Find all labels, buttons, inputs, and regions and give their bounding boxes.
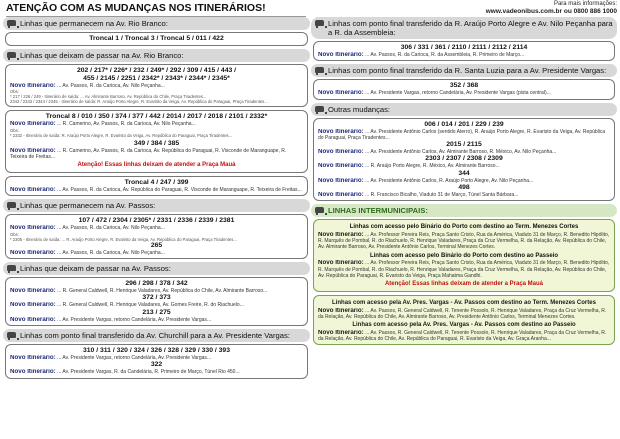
route-box (313, 41, 615, 61)
route-box (5, 176, 308, 196)
route-box (5, 64, 308, 107)
bus-lines: 296 / 298 / 378 / 342 (125, 280, 188, 288)
section-header-santa-luzia: Linhas com ponto final transferido da R. Santa Luzia para a Av. Presidente Vargas: (311, 64, 617, 77)
obs-note: * 217 / 226 / 249 - Itinerário de saída: ... Av. Almirante Barroso, Av. República do Chile, Praça Tiradentes... (10, 94, 207, 100)
section-header-rio-branco-deixam: Linhas que deixam de passar na Av. Rio Branco: (3, 49, 310, 62)
bus-lines: 202 / 217* / 226* / 232 / 249* / 292 / 309 / 415 / 443 / (76, 67, 237, 74)
new-route: Novo Itinerário: ... Av. Passos, R. da Carioca, Av. República do Paraguai, R. Visconde de Maranguape, R. Teixeira de Freitas... (10, 187, 302, 194)
route-box (5, 277, 308, 326)
left-column (3, 17, 310, 382)
bus-lines: 322 (150, 361, 163, 369)
bus-icon (315, 67, 324, 75)
obs-label: Obs: (10, 231, 19, 237)
new-route: Novo Itinerário: ... Av. Professor Pereira Reis, Praça Santo Cristo, Rua da América, Viaduto 31 de Março, R. Benedito Hipólito, R. Marquês de Pombal, R. do Riachuelo, R. Henrique Valadares, Praça da Cruz Vermelha, R. da Relação, Av. República do Chile, Av. República do Paraguai, R. Evaristo da Veiga, Praça Mahatma Gandhi. (318, 260, 610, 279)
obs-note: * 2332 - Itinerário de saída: R. Araújo Porto Alegre, R. Evaristo da Veiga, Av. República do Paraguai, Praça Tiradentes... (10, 132, 233, 138)
bus-lines: Troncal 4 / 247 / 399 (124, 179, 189, 187)
section-header-passos-permanece: Linhas que permanecem na Av. Passos: (3, 199, 310, 212)
info-line: Para mais informações: (553, 1, 617, 7)
new-route: Novo Itinerário: ... Av. Presidente Antônio Carlos, R. Araújo Porto Alegre, Av. Nilo Peçanha... (318, 177, 534, 184)
bus-icon (7, 202, 16, 210)
bus-lines: 455 / 2145 / 2251 / 2342* / 2343* / 2344* / 2345* (83, 75, 230, 82)
right-column (311, 17, 617, 348)
bus-lines: 349 / 384 / 385 (133, 139, 180, 147)
bus-icon (315, 207, 324, 215)
bus-icon (7, 52, 16, 60)
obs-note: * 2305 - Itinerário de saída: ... R. Araújo Porto Alegre, R. Evaristo da Veiga, Av. República do Paraguai, Praça Tiradentes... (10, 236, 237, 242)
route-box (313, 118, 615, 202)
section-header-intermunicipais: LINHAS INTERMUNICIPAIS: (311, 204, 617, 217)
bus-lines: 2303 / 2307 / 2308 / 2309 (425, 155, 503, 163)
obs-label: Obs: (10, 89, 19, 95)
intermunicipal-box (313, 295, 615, 345)
new-route: Novo Itinerário: ... R. General Caldwell, R. Henrique Valadares, Av. República do Chile, Av. Almirante Barroso... (10, 288, 268, 295)
route-box (313, 79, 615, 99)
group-title: Linhas com acesso pela Av. Pres. Vargas - Av. Passos com destino ao Term. Menezes Cortes (332, 300, 596, 307)
route-box (5, 344, 308, 379)
bus-lines: 2015 / 2115 (446, 141, 482, 149)
new-route: Novo Itinerário: ... Av. Passos, R. General Caldwell, R. Tenente Possolo, R. Henrique Valadares, Praça da Cruz Vermelha, R. da Relação, Av. República do Chile, Av. República do Paraguai, R. Evaristo da Veiga, Av. Graça Aranha... (318, 329, 607, 343)
new-route: Novo Itinerário: ... Av. Passos, R. General Caldwell, R. Tenente Possolo, R. Henrique Valadares, Praça da Cruz Vermelha, R. da Relação, Av. República do Chile, Av. Almirante Barroso, Av. Presidente Antônio Carlos, Terminal Menezes Cortes. (318, 307, 607, 320)
bus-icon (7, 20, 16, 28)
bus-lines: 107 / 472 / 2304 / 2305* / 2331 / 2336 / 2339 / 2381 (78, 217, 235, 225)
new-route: Novo Itinerário: ... Av. Presidente Vargas, retorno Candelária, Av. Presidente Vargas (pista central)... (318, 90, 551, 97)
contact-info (486, 1, 617, 15)
bus-lines: 310 / 311 / 320 / 324 / 326 / 328 / 329 / 330 / 393 (82, 346, 230, 354)
new-route: Novo Itinerário: ... Av. Presidente Antônio Carlos, Av. Almirante Barroso, R. México, Av. Nilo Peçanha... (318, 149, 557, 156)
obs-note: 2342 / 2343 / 2344 / 2345 - Itinerário de saída: R. Araújo Porto Alegre, R. Evaristo da Veiga, Av. República do Paraguai, Praça Tiradentes... (10, 99, 268, 105)
bus-lines: 006 / 014 / 201 / 229 / 239 (424, 120, 504, 128)
new-route: Novo Itinerário: ... Av. Professor Pereira Reis, Praça Santo Cristo, Rua da América, Viaduto 31 de Março, R. Benedito Hipólito, R. Marquês de Pombal, R. do Riachuelo, R. Henrique Valadares, Praça da Cruz Vermelha, R. da Relação, Av. República do Chile, Av. Almirante Barroso, Av. Presidente Antônio Carlos, Terminal Menezes Cortes. (318, 231, 610, 251)
alert-text: Atenção! Essas linhas deixam de atender a Praça Mauá (77, 162, 236, 169)
new-route: Novo Itinerário: ... Av. Passos, R. da Carioca, Av. Nilo Peçanha... (10, 249, 165, 256)
bus-icon (7, 265, 16, 273)
new-route: Novo Itinerário: ... Av. Presidente Vargas, retorno Candelária, Av. Presidente Vargas... (10, 354, 212, 361)
bus-lines: 372 / 373 (142, 294, 171, 302)
route-box (5, 214, 308, 259)
obs-label: Obs: (10, 127, 19, 133)
new-route: Novo Itinerário: ... Av. Presidente Antônio Carlos (sentido Aterro), R. Araújo Porto Alegre, R. Evaristo da Veiga, Av. República do Paraguai, Praça Tiradentes... (318, 128, 606, 141)
new-route: Novo Itinerário: ... R. Francisco Bicalho, Viaduto 31 de Março, Túnel Santa Bárbara... (318, 192, 519, 199)
section-header-passos-deixam: Linhas que deixam de passar na Av. Passos: (3, 262, 310, 275)
section-header-outras: Outras mudanças: (311, 103, 617, 116)
bus-icon (7, 332, 16, 340)
section-header-assembleia: Linhas com ponto final transferido da R. Araújo Porto Alegre e Av. Nilo Peçanha para a R. da Assembleia: (311, 17, 617, 39)
bus-lines: 265 (150, 241, 163, 249)
bus-lines: 344 (458, 169, 470, 177)
new-route: Novo Itinerário: ... R. Araújo Porto Alegre, R. México, Av. Almirante Barroso... (318, 163, 500, 170)
bus-icon (315, 20, 324, 28)
page-title: ATENÇÃO COM AS MUDANÇAS NOS ITINERÁRIOS! (6, 2, 306, 17)
bus-lines: 498 (458, 184, 470, 192)
group-title: Linhas com acesso pela Av. Pres. Vargas - Av. Passos com destino ao Passeio (352, 322, 576, 329)
site-line: www.vadeonibus.com.br ou 0800 886 1000 (485, 8, 617, 15)
bus-icon (315, 106, 324, 114)
bus-lines: 213 / 275 (142, 308, 171, 316)
alert-text: Atenção! Essas linhas deixam de atender a Praça Mauá (384, 281, 544, 288)
route-box (5, 32, 308, 46)
new-route: Novo Itinerário: ... R. Camerino, Av. Passos, R. da Carioca, Av. República do Paraguai, R. Visconde de Maranguape, R. Teixeira de Freitas... (10, 147, 287, 160)
group-title: Linhas com acesso pelo Binário do Porto com destino ao Passeio (369, 252, 559, 259)
new-route: Novo Itinerário: ... Av. Passos, R. da Carioca, Av. Nilo Peçanha... (10, 225, 165, 232)
new-route: Novo Itinerário: ... Av. Passos, R. da Carioca, R. da Assembleia, R. Primeiro de Março... (318, 52, 525, 58)
section-header-rio-branco-permanece: Linhas que permanecem na Av. Rio Branco: (3, 17, 310, 30)
new-route: Novo Itinerário: ... R. Camerino, Av. Passos, R. da Carioca, Av. Nilo Peçanha... (10, 121, 196, 128)
new-route: Novo Itinerário: ... Av. Passos, R. da Carioca, Av. Nilo Peçanha... (10, 83, 165, 89)
bus-lines: Troncal 8 / 010 / 350 / 374 / 377 / 442 / 2014 / 2017 / 2018 / 2101 / 2332* (45, 113, 268, 121)
new-route: Novo Itinerário: ... Av. Presidente Vargas, R. da Candelária, R. Primeiro de Março, Túnel Rio 450... (10, 369, 240, 376)
bus-lines: Troncal 1 / Troncal 3 / Troncal 5 / 011 / 422 (89, 35, 224, 42)
section-header-churchill: Linhas com ponto final transferido da Av. Churchill para a Av. Presidente Vargas: (3, 329, 310, 342)
intermunicipal-box (313, 219, 615, 292)
group-title: Linhas com acesso pelo Binário do Porto com destino ao Term. Menezes Cortes (349, 224, 579, 231)
route-box (5, 110, 308, 173)
new-route: Novo Itinerário: ... R. General Caldwell, R. Henrique Valadares, Av. Gomes Freire, R. do Riachuelo... (10, 302, 244, 309)
bus-lines: 352 / 368 (449, 82, 479, 90)
new-route: Novo Itinerário: ... Av. Presidente Vargas, retorno Candelária, Av. Presidente Vargas... (10, 316, 212, 323)
bus-lines: 306 / 331 / 361 / 2110 / 2111 / 2112 / 2114 (400, 44, 528, 51)
